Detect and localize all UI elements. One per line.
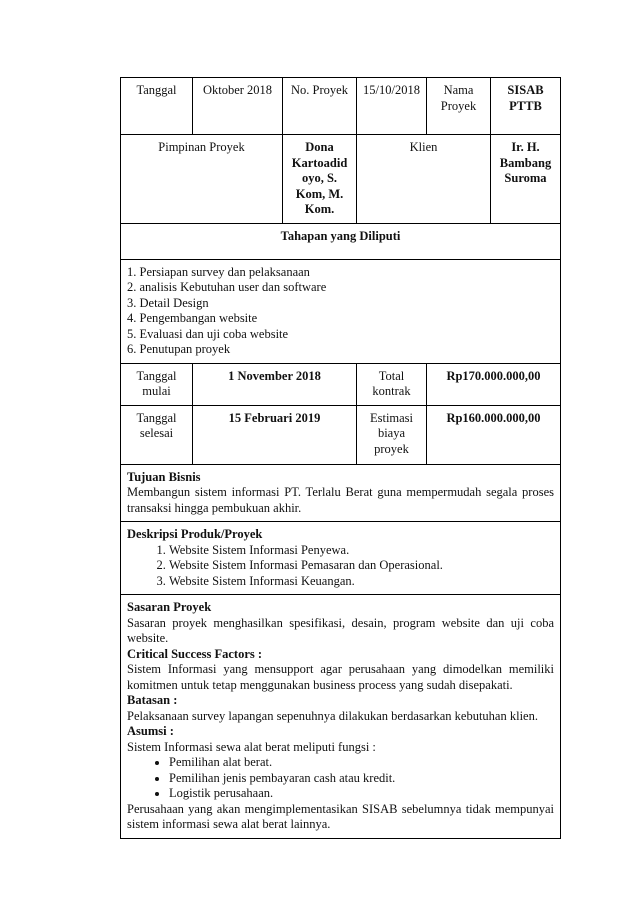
leader-value: Dona Kartoadid oyo, S. Kom, M. Kom. (283, 135, 357, 224)
limits-heading: Batasan : (127, 693, 178, 707)
client-value: Ir. H. Bambang Suroma (491, 135, 561, 224)
project-name-value: SISAB PTTB (491, 78, 561, 135)
target-text: Sasaran proyek menghasilkan spesifikasi, desain, program website dan uji coba website. (127, 615, 554, 645)
stages-list (127, 265, 554, 358)
end-value: 15 Februari 2019 (193, 405, 357, 464)
project-charter-table (120, 77, 561, 839)
assumptions-heading: Asumsi : (127, 724, 174, 738)
stages-row (121, 259, 561, 363)
csf-text: Sistem Informasi yang mensupport agar perusahaan yang dimodelkan memiliki komitmen untuk tetap menggunakan business process yang sudah disepakati. (127, 662, 554, 692)
business-goal-row (121, 464, 561, 522)
cost-value: Rp160.000.000,00 (427, 405, 561, 464)
assumptions-list (127, 755, 554, 802)
start-label: Tanggal mulai (121, 363, 193, 405)
product-row (121, 522, 561, 595)
product-item: 2. Website Sistem Informasi Pemasaran dan Operasional. (169, 558, 554, 574)
stage-item: 6. Penutupan proyek (127, 342, 231, 356)
stages-cell (121, 259, 561, 363)
target-cell (121, 595, 561, 839)
stages-heading-row (121, 223, 561, 259)
target-row (121, 595, 561, 839)
project-no-label: No. Proyek (283, 78, 357, 135)
end-row (121, 405, 561, 464)
leader-label: Pimpinan Proyek (121, 135, 283, 224)
header-row (121, 78, 561, 135)
assumption-item: • Pemilihan jenis pembayaran cash atau kredit. (169, 771, 554, 787)
csf-heading: Critical Success Factors : (127, 646, 263, 661)
stage-item: 5. Evaluasi dan uji coba website (127, 326, 289, 341)
assumption-item: • Pemilihan alat berat. (169, 755, 554, 771)
stage-item: 1. Persiapan survey dan pelaksanaan (127, 264, 310, 279)
stage-item: 3. Detail Design (127, 295, 209, 310)
date-value: Oktober 2018 (193, 78, 283, 135)
contract-label: Total kontrak (357, 363, 427, 405)
project-name-label: Nama Proyek (427, 78, 491, 135)
cost-label: Estimasi biaya proyek (357, 405, 427, 464)
stage-item: 2. analisis Kebutuhan user dan software (127, 280, 327, 294)
stages-heading: Tahapan yang Diliputi (121, 223, 561, 259)
assumptions-intro: Sistem Informasi sewa alat berat meliputi fungsi : (127, 739, 376, 754)
product-list (127, 543, 554, 590)
contract-value: Rp170.000.000,00 (427, 363, 561, 405)
stage-item: 4. Pengembangan website (127, 311, 258, 325)
assumptions-closing: Perusahaan yang akan mengimplementasikan SISAB sebelumnya tidak mempunyai sistem informasi sewa alat berat lainnya. (127, 801, 554, 831)
product-item: 3. Website Sistem Informasi Keuangan. (169, 574, 554, 590)
start-row (121, 363, 561, 405)
people-row (121, 135, 561, 224)
business-goal-cell (121, 464, 561, 522)
product-item: 1. Website Sistem Informasi Penyewa. (169, 543, 554, 559)
business-goal-text: Membangun sistem informasi PT. Terlalu Berat guna mempermudah segala proses transaksi hingga pembukuan akhir. (127, 485, 554, 515)
product-heading: Deskripsi Produk/Proyek (127, 527, 263, 541)
business-goal-heading: Tujuan Bisnis (127, 469, 201, 484)
date-label: Tanggal (121, 78, 193, 135)
client-label: Klien (357, 135, 491, 224)
assumption-item: • Logistik perusahaan. (169, 786, 554, 802)
limits-text: Pelaksanaan survey lapangan sepenuhnya dilakukan berdasarkan kebutuhan klien. (127, 708, 538, 723)
end-label: Tanggal selesai (121, 405, 193, 464)
target-heading: Sasaran Proyek (127, 600, 212, 614)
project-no-value: 15/10/2018 (357, 78, 427, 135)
product-cell (121, 522, 561, 595)
start-value: 1 November 2018 (193, 363, 357, 405)
